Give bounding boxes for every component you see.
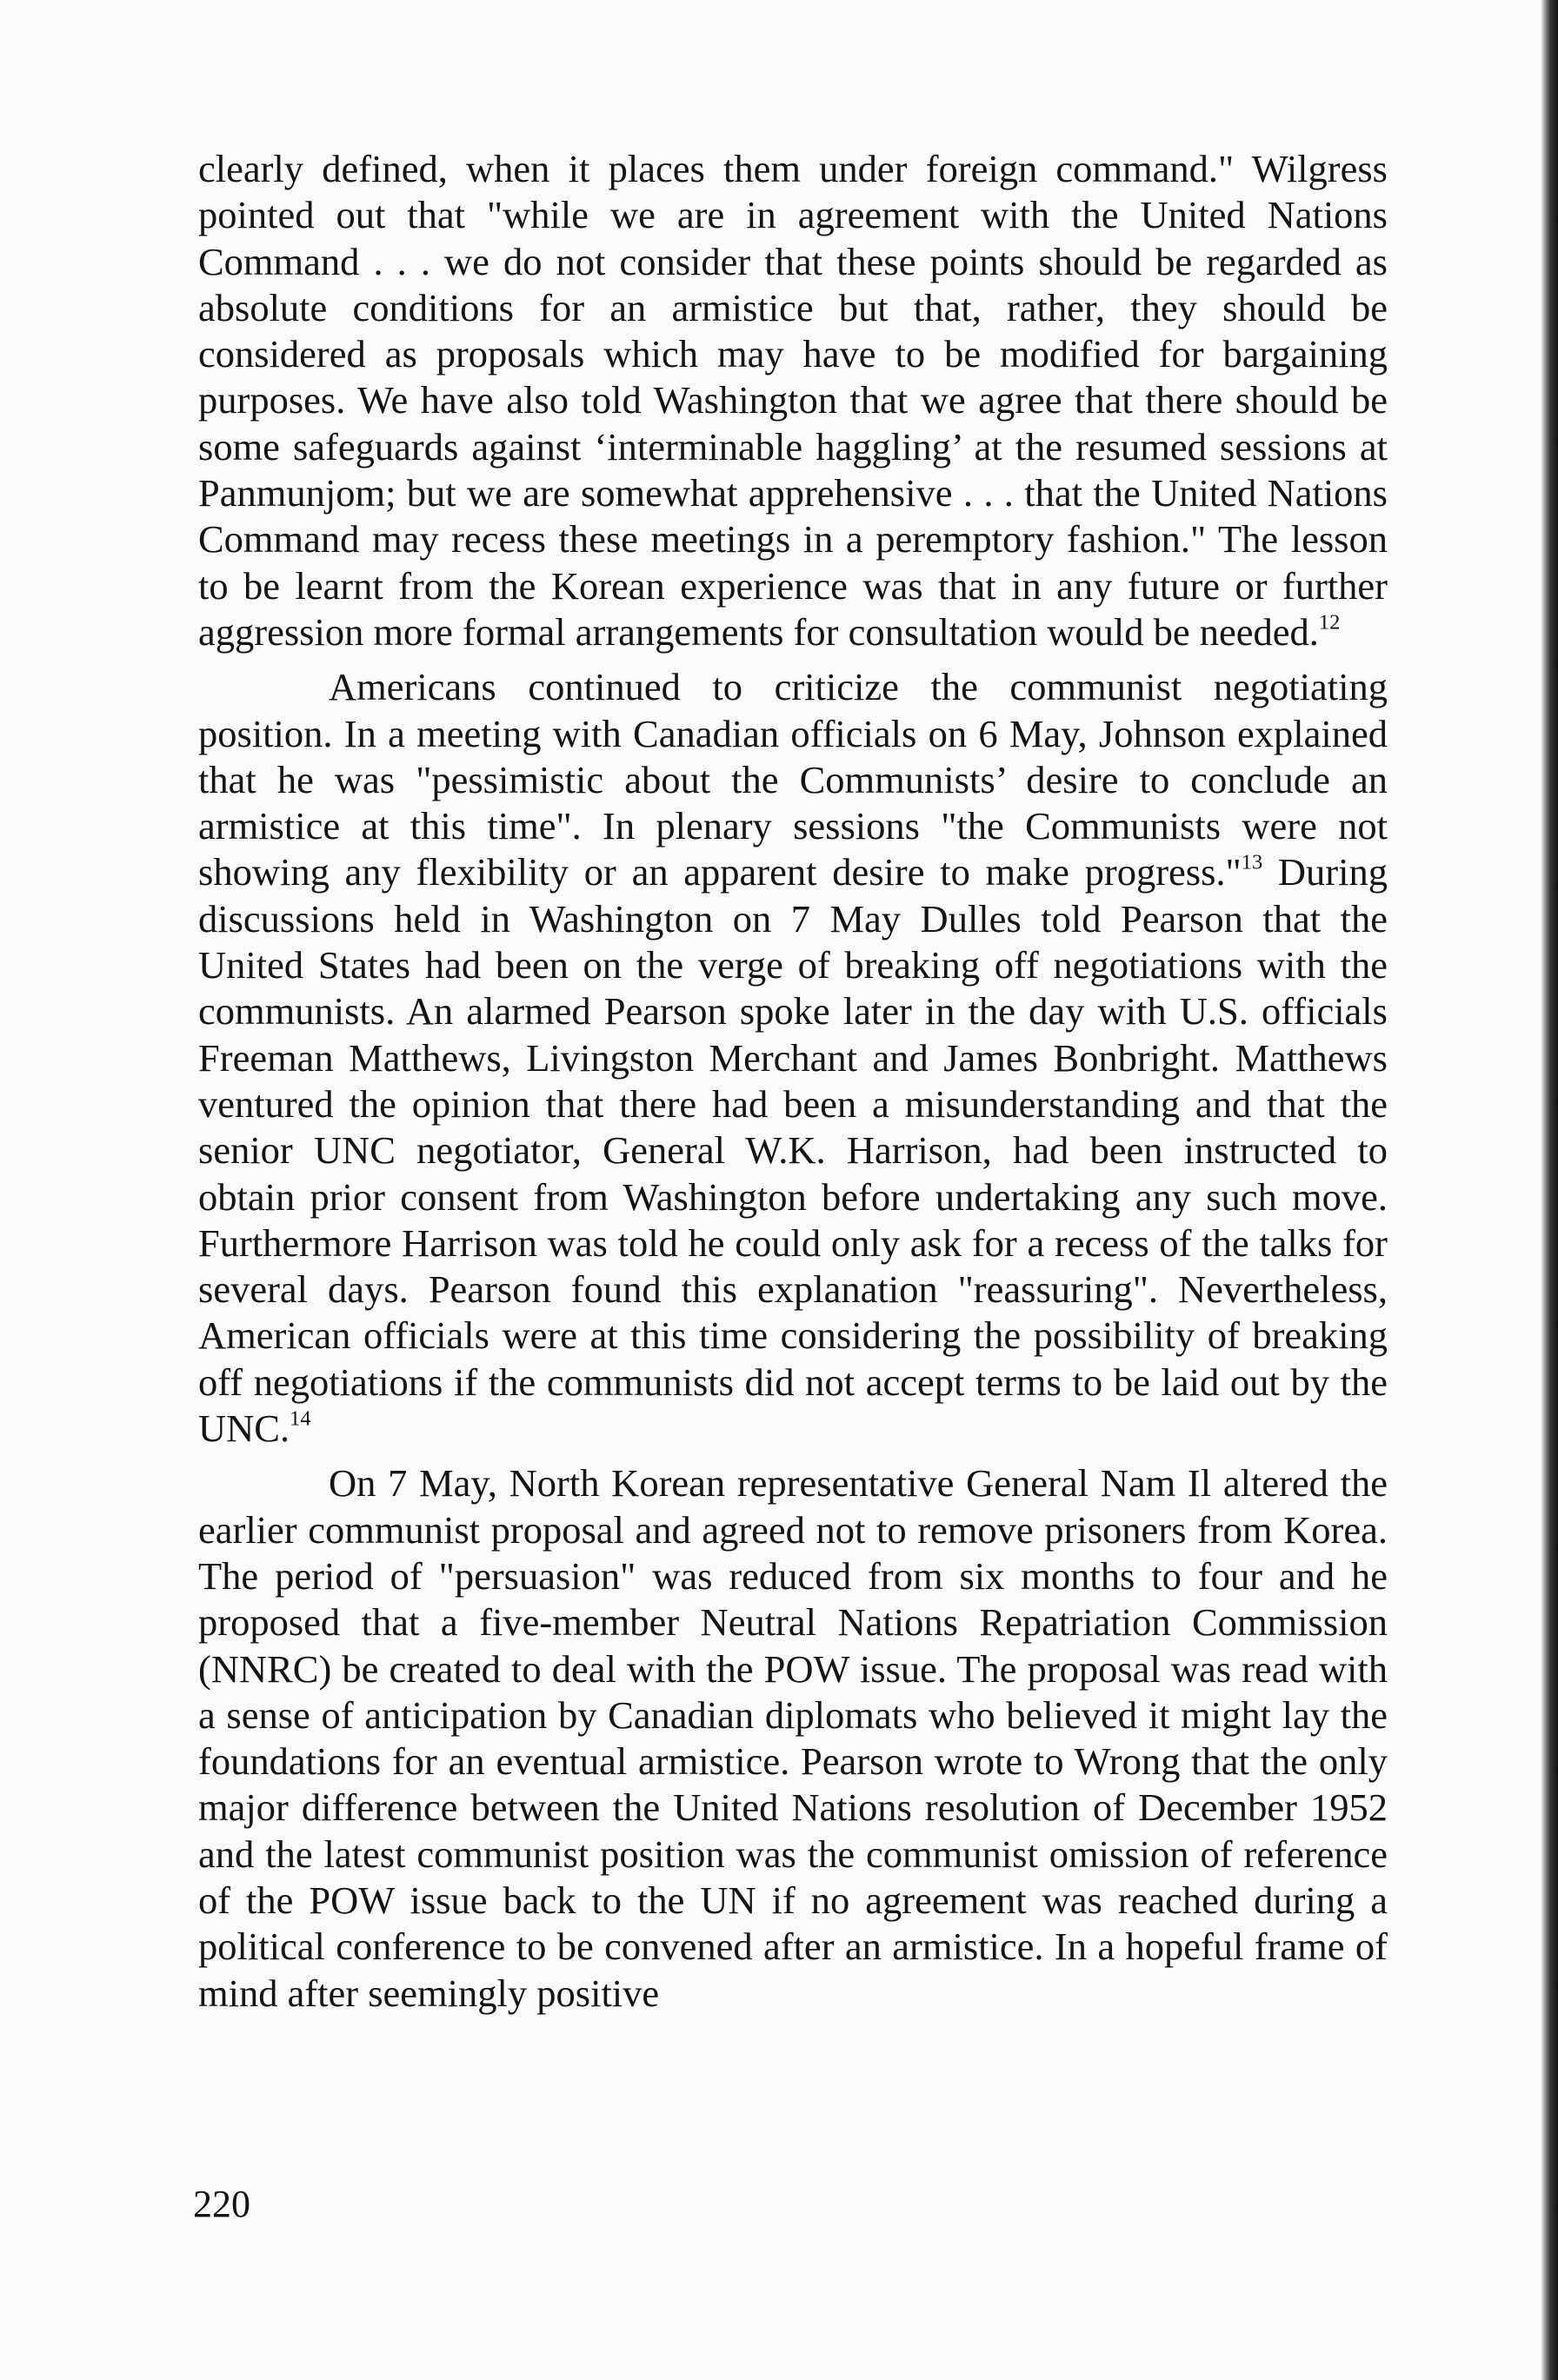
page-number: 220: [193, 2183, 250, 2225]
body-text: [198, 146, 1388, 2017]
paragraph-text: clearly defined, when it places them under foreign command." Wilgress pointed out that "while we are in agreement with the United Nations Command . . . we do not consider that these points should be regarded as absolute conditions for an armistice but that, rather, they should be considered as proposals which may have to be modified for bargaining purposes. We have also told Washington that we agree that there should be some safeguards against ‘interminable haggling’ at the resumed sessions at Panmunjom; but we are somewhat apprehensive . . . that the United Nations Command may recess these meetings in a peremptory fashion." The lesson to be learnt from the Korean experience was that in any future or further aggression more formal arrangements for consultation would be needed.: [198, 147, 1388, 654]
paragraph-2: [198, 664, 1388, 1452]
footnote-marker-14: 14: [290, 1406, 311, 1431]
paragraph-3: [198, 1460, 1388, 2017]
paragraph-text: During discussions held in Washington on 7 May Dulles told Pearson that the United States had been on the verge of breaking off negotiations with the communists. An alarmed Pearson spoke later in the day with U.S. officials Freeman Matthews, Livingston Merchant and James Bonbright. Matthews ventured the opinion that there had been a misunderstanding and that the senior UNC negotiator, General W.K. Harrison, had been instructed to obtain prior consent from Washington before undertaking any such move. Furthermore Harrison was told he could only ask for a recess of the talks for several days. Pearson found this explanation "reassuring". Nevertheless, American officials were at this time considering the possibility of breaking off negotiations if the communists did not accept terms to be laid out by the UNC.: [198, 850, 1388, 1451]
paragraph-1: [198, 146, 1388, 655]
paragraph-text: On 7 May, North Korean representative General Nam Il altered the earlier communist proposal and agreed not to remove prisoners from Korea. The period of "persuasion" was reduced from six months to four and he proposed that a five-member Neutral Nations Repatriation Commission (NNRC) be created to deal with the POW issue. The proposal was read with a sense of anticipation by Canadian diplomats who believed it might lay the foundations for an eventual armistice. Pearson wrote to Wrong that the only major difference between the United Nations resolution of December 1952 and the latest communist position was the communist omission of reference of the POW issue back to the UN if no agreement was reached during a political conference to be convened after an armistice. In a hopeful frame of mind after seemingly positive: [198, 1461, 1388, 2015]
footnote-marker-12: 12: [1318, 610, 1341, 635]
paragraph-text: Americans continued to criticize the communist negotiating position. In a meeting with Canadian officials on 6 May, Johnson explained that he was "pessimistic about the Communists’ desire to conclude an armistice at this time". In plenary sessions "the Communists were not showing any flexibility or an apparent desire to make progress.": [198, 665, 1388, 894]
footnote-marker-13: 13: [1241, 851, 1263, 875]
binding-edge: [1541, 0, 1558, 2380]
